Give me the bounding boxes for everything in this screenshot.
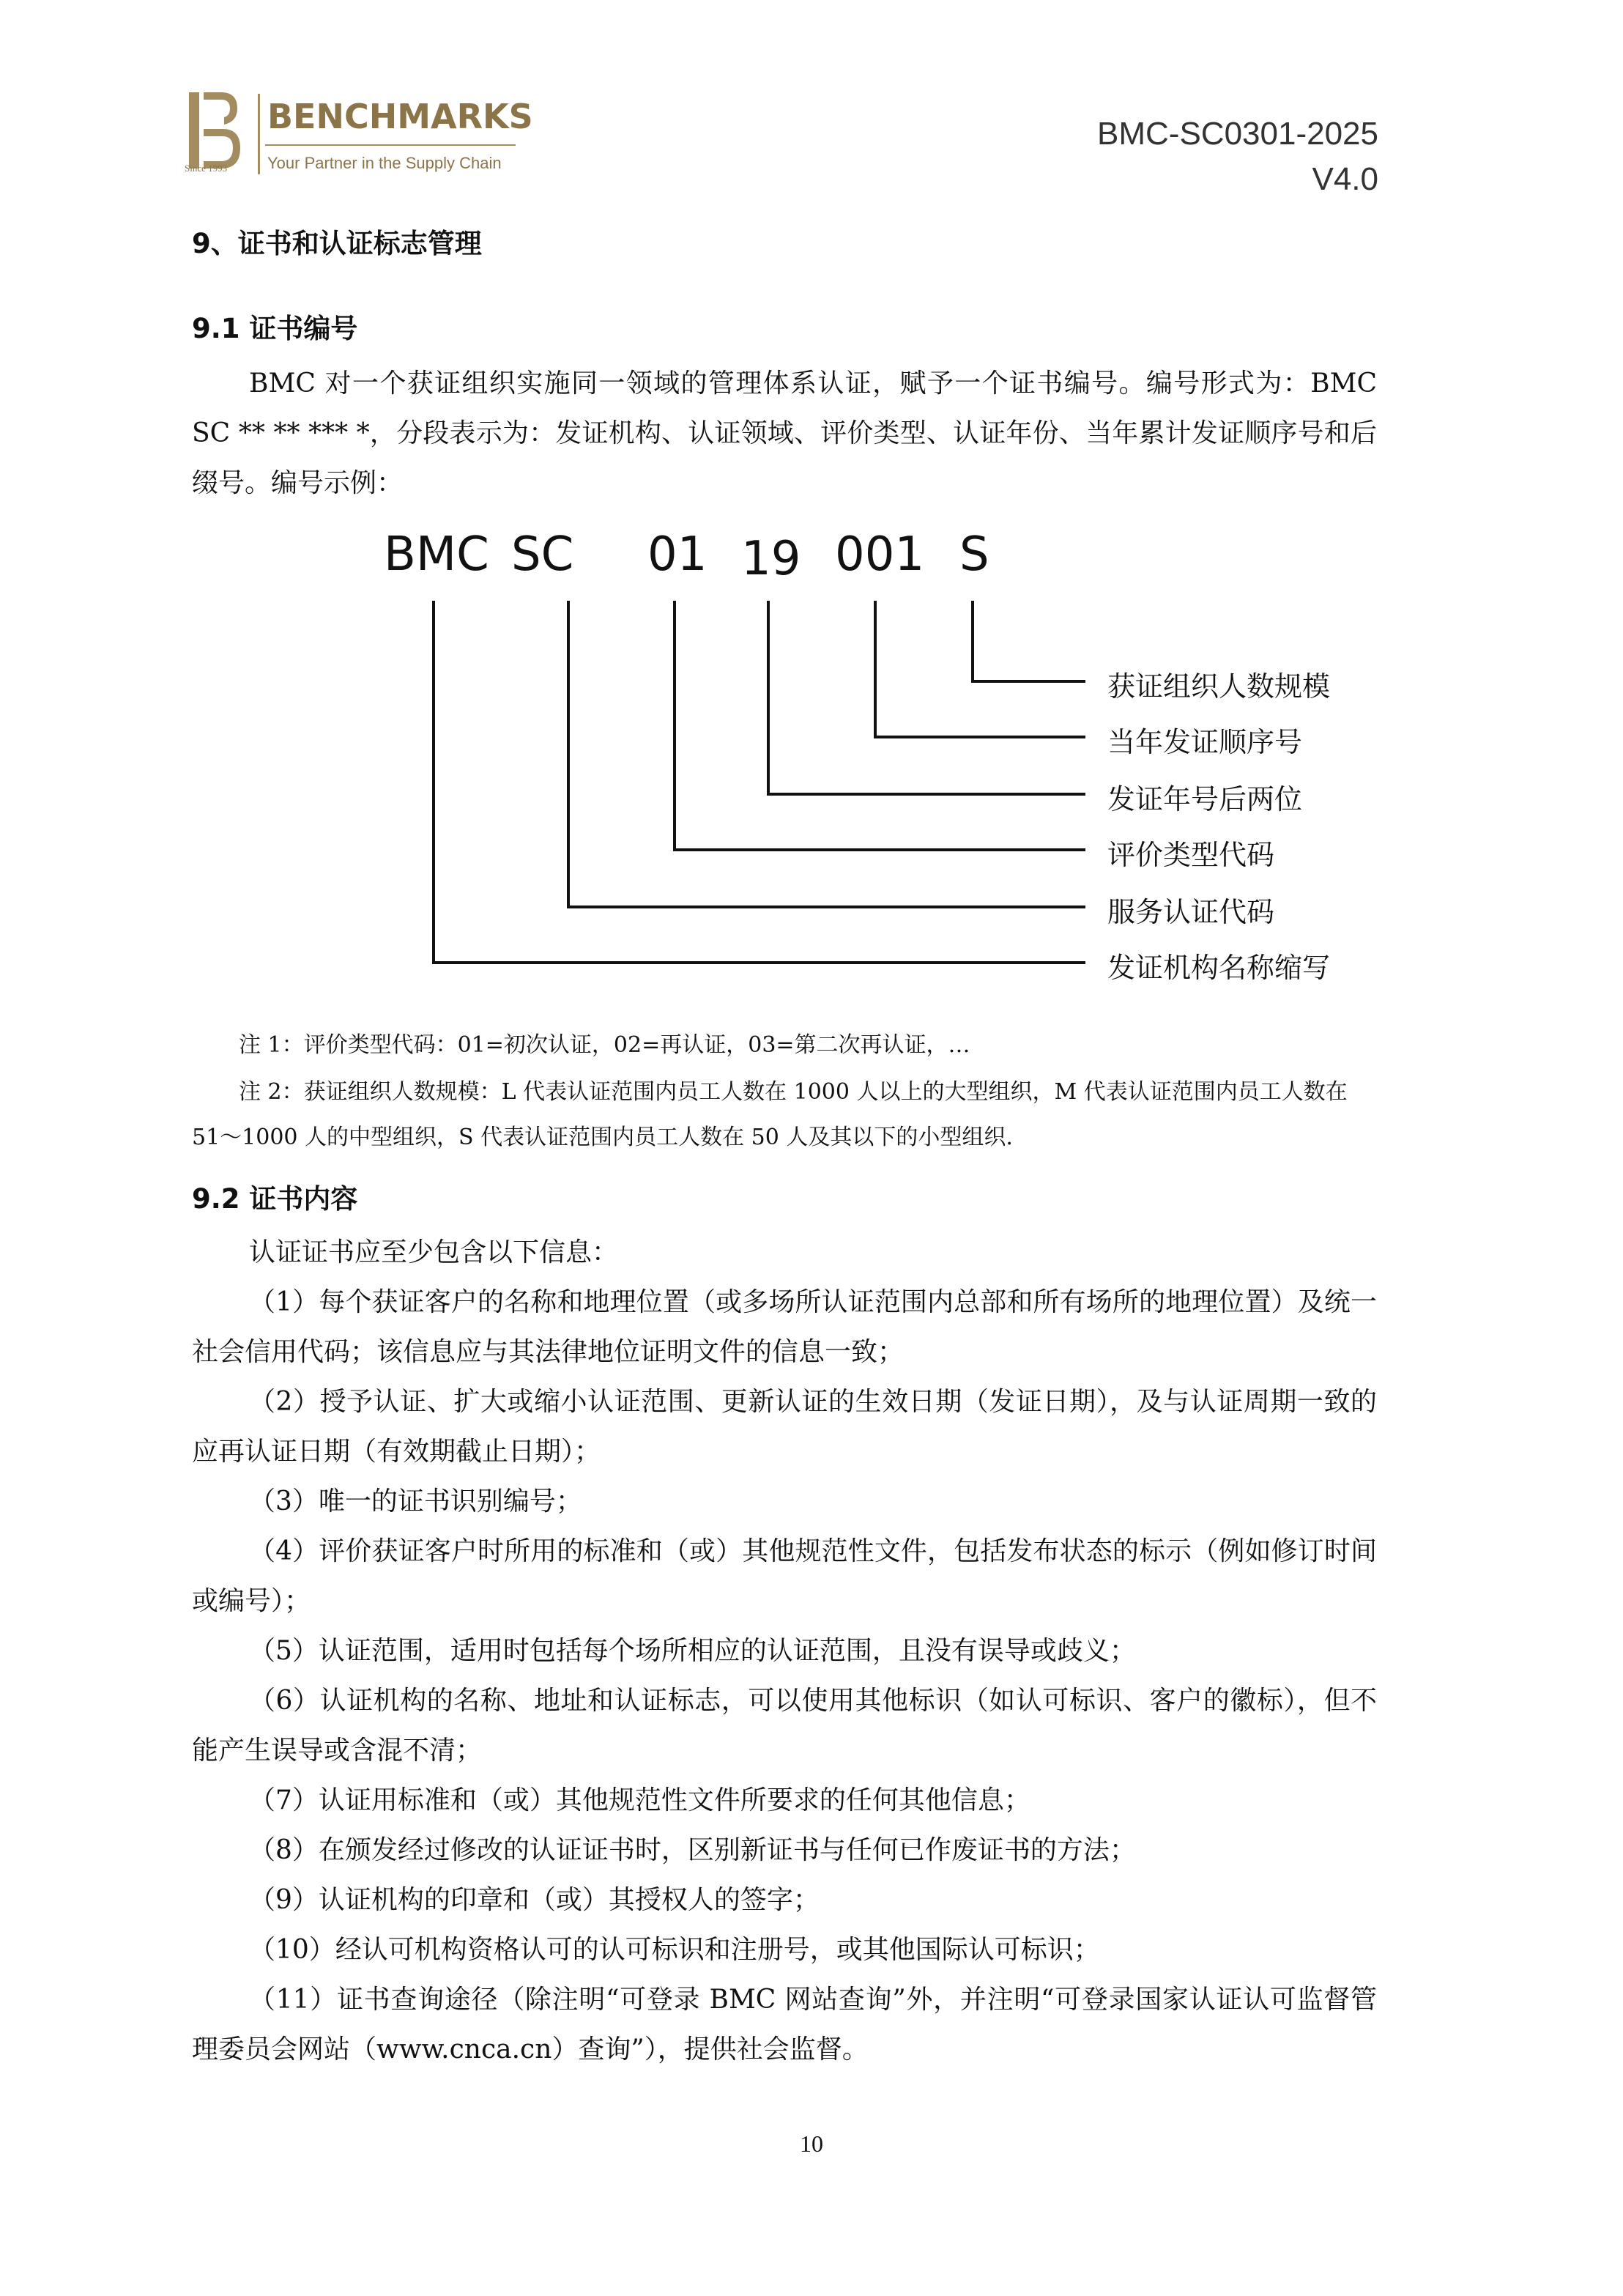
list-item: （8）在颁发经过修改的认证证书时，区别新证书与任何已作废证书的方法； [249,1835,1136,1865]
list-item: （3）唯一的证书识别编号； [249,1486,582,1517]
connector-field [568,601,1085,907]
connector-sequence [875,601,1085,737]
connector-eval-type [675,601,1085,850]
segment-size: S [959,527,989,582]
logo-since: Since 1993 [185,163,228,174]
label-field: 服务认证代码 [1107,896,1275,928]
label-eval-type: 评价类型代码 [1107,839,1275,871]
segment-issuer: BMC [384,527,489,582]
brand-name: BENCHMARKS [267,97,533,136]
segment-year: 19 [741,532,801,586]
list-item: （2）授予认证、扩大或缩小认证范围、更新认证的生效日期（发证日期），及与认证周期一致的应再认证日期（有效期截止日期）； [192,1387,1377,1467]
segment-eval-type: 01 [647,527,707,582]
list-item: （7）认证用标准和（或）其他规范性文件所要求的任何其他信息； [249,1785,1030,1815]
content-lead: 认证证书应至少包含以下信息： [249,1237,619,1267]
label-sequence: 当年发证顺序号 [1107,726,1303,758]
section-9-1-intro [192,359,1377,508]
list-item: （11）证书查询途径（除注明“可登录 BMC 网站查询”外，并注明“可登录国家认证认可监督管理委员会网站（www.cnca.cn）查询”），提供社会监督。 [192,1985,1377,2064]
label-year: 发证年号后两位 [1107,783,1303,815]
note-1-text: 注 1：评价类型代码：01=初次认证，02=再认证，03=第二次再认证，… [239,1032,970,1058]
note-2 [192,1070,1377,1160]
brand-rule [265,144,516,146]
certificate-number-diagram [192,527,1393,996]
connector-size [973,601,1085,681]
document-version: V4.0 [1312,161,1378,197]
list-item: （6）认证机构的名称、地址和认证标志，可以使用其他标识（如认可标识、客户的徽标），但不能产生误导或含混不清； [192,1686,1377,1766]
list-item: （4）评价获证客户时所用的标准和（或）其他规范性文件，包括发布状态的标示（例如修订时间或编号）； [192,1536,1377,1616]
brand-tagline: Your Partner in the Supply Chain [267,154,502,172]
segment-sequence: 001 [835,527,925,582]
connector-year [768,601,1085,794]
note-1 [192,1023,1377,1068]
section-9-heading: 9、证书和认证标志管理 [192,228,482,259]
section-9-1-heading: 9.1 证书编号 [192,313,358,344]
intro-paragraph: BMC 对一个获证组织实施同一领域的管理体系认证，赋予一个证书编号。编号形式为：BMC SC ** ** *** *，分段表示为：发证机构、认证领域、评价类型、认证年份、当年累计发证顺序号和后缀号。编号示例： [192,369,1377,498]
label-org-size: 获证组织人数规模 [1107,670,1331,703]
list-item: （5）认证范围，适用时包括每个场所相应的认证范围，且没有误导或歧义； [249,1636,1136,1666]
list-item: （10）经认可机构资格认可的认可标识和注册号，或其他国际认可标识； [249,1935,1100,1965]
page-number: 10 [800,2130,823,2157]
note-2-text: 注 2：获证组织人数规模：L 代表认证范围内员工人数在 1000 人以上的大型组织，M 代表认证范围内员工人数在 51～1000 人的中型组织，S 代表认证范围内员工人数在 50 人及其以下的小型组织. [192,1079,1348,1150]
benchmarks-logo-icon [189,92,242,169]
label-issuer: 发证机构名称缩写 [1107,952,1331,984]
segment-field: SC [511,527,574,582]
list-item: （1）每个获证客户的名称和地理位置（或多场所认证范围内总部和所有场所的地理位置）及统一社会信用代码；该信息应与其法律地位证明文件的信息一致； [192,1287,1377,1367]
document-code: BMC-SC0301-2025 [1097,116,1378,152]
logo-divider [258,94,260,174]
section-9-2-content [192,1228,1377,2075]
list-item: （9）认证机构的印章和（或）其授权人的签字； [249,1885,820,1915]
section-9-2-heading: 9.2 证书内容 [192,1183,358,1215]
